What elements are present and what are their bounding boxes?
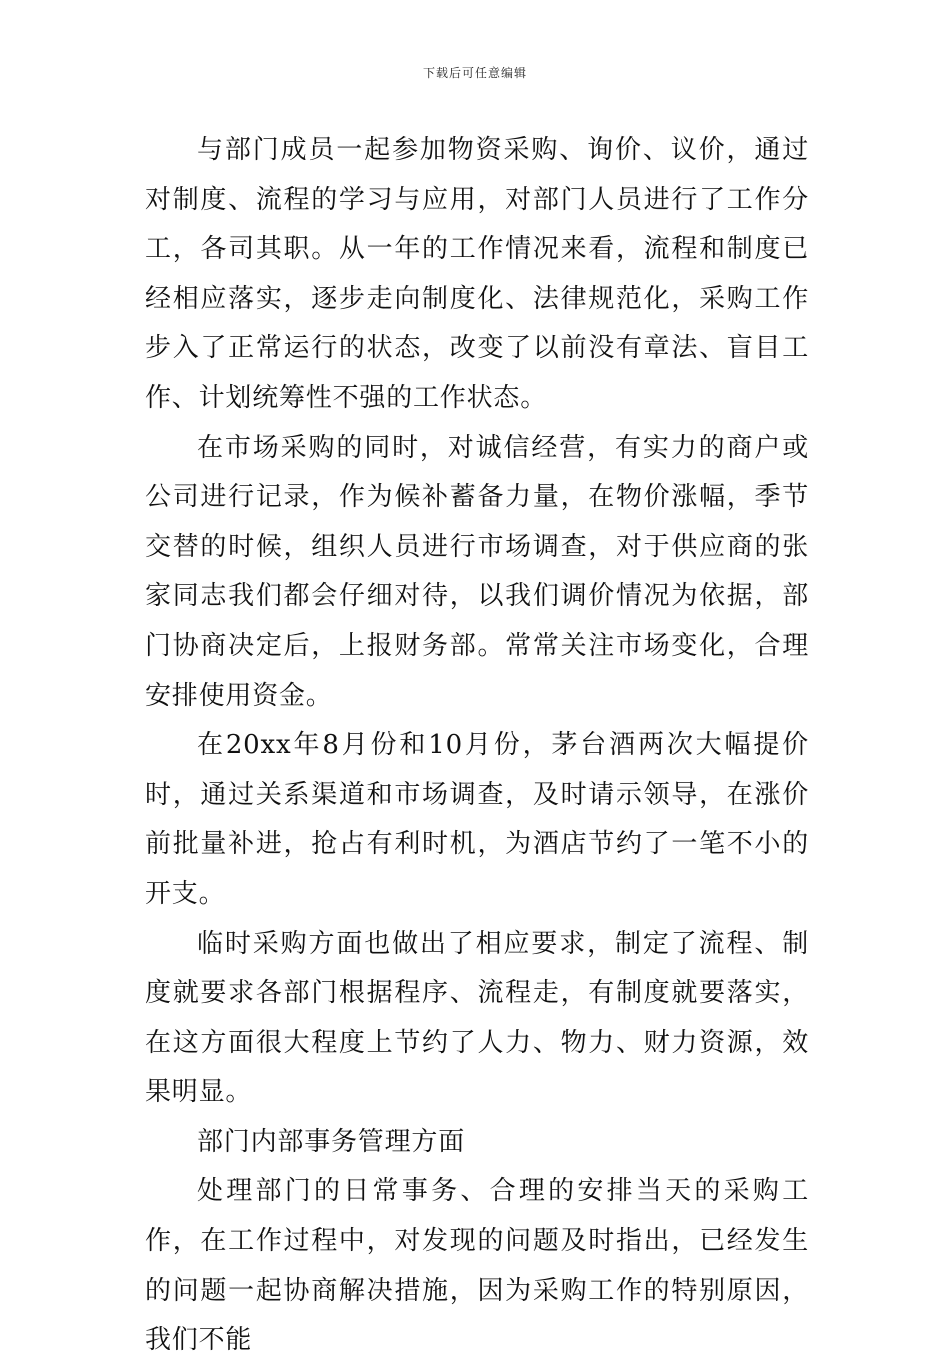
section-heading-internal-affairs: 部门内部事务管理方面 xyxy=(197,1126,466,1157)
paragraph-procurement-process: 与部门成员一起参加物资采购、询价、议价，通过对制度、流程的学习与应用，对部门人员进行了工作分工，各司其职。从一年的工作情况来看，流程和制度已经相应落实，逐步走向制度化、法律规范化，采购工作步入了正常运行的状态，改变了以前没有章法、盲目工作、计划统筹性不强的工作状态。 xyxy=(145,135,809,413)
paragraph-temporary-purchasing: 临时采购方面也做出了相应要求，制定了流程、制度就要求各部门根据程序、流程走，有制度就要落实，在这方面很大程度上节约了人力、物力、财力资源，效果明显。 xyxy=(145,928,809,1108)
paragraph-market-purchasing: 在市场采购的同时，对诚信经营，有实力的商户或公司进行记录，作为候补蓄备力量，在物价涨幅，季节交替的时候，组织人员进行市场调查，对于供应商的张家同志我们都会仔细对待，以我们调价情况为依据，部门协商决定后，上报财务部。常常关注市场变化，合理安排使用资金。 xyxy=(145,432,809,711)
document-body xyxy=(145,126,809,1366)
paragraph-moutai-price: 在20xx年8月份和10月份，茅台酒两次大幅提价时，通过关系渠道和市场调查，及时请示领导，在涨价前批量补进，抢占有利时机，为酒店节约了一笔不小的开支。 xyxy=(145,730,809,909)
paragraph-daily-affairs: 处理部门的日常事务、合理的安排当天的采购工作，在工作过程中，对发现的问题及时指出，已经发生的问题一起协商解决措施，因为采购工作的特别原因，我们不能 xyxy=(145,1176,809,1356)
page-header: 下载后可任意编辑 xyxy=(422,66,527,80)
